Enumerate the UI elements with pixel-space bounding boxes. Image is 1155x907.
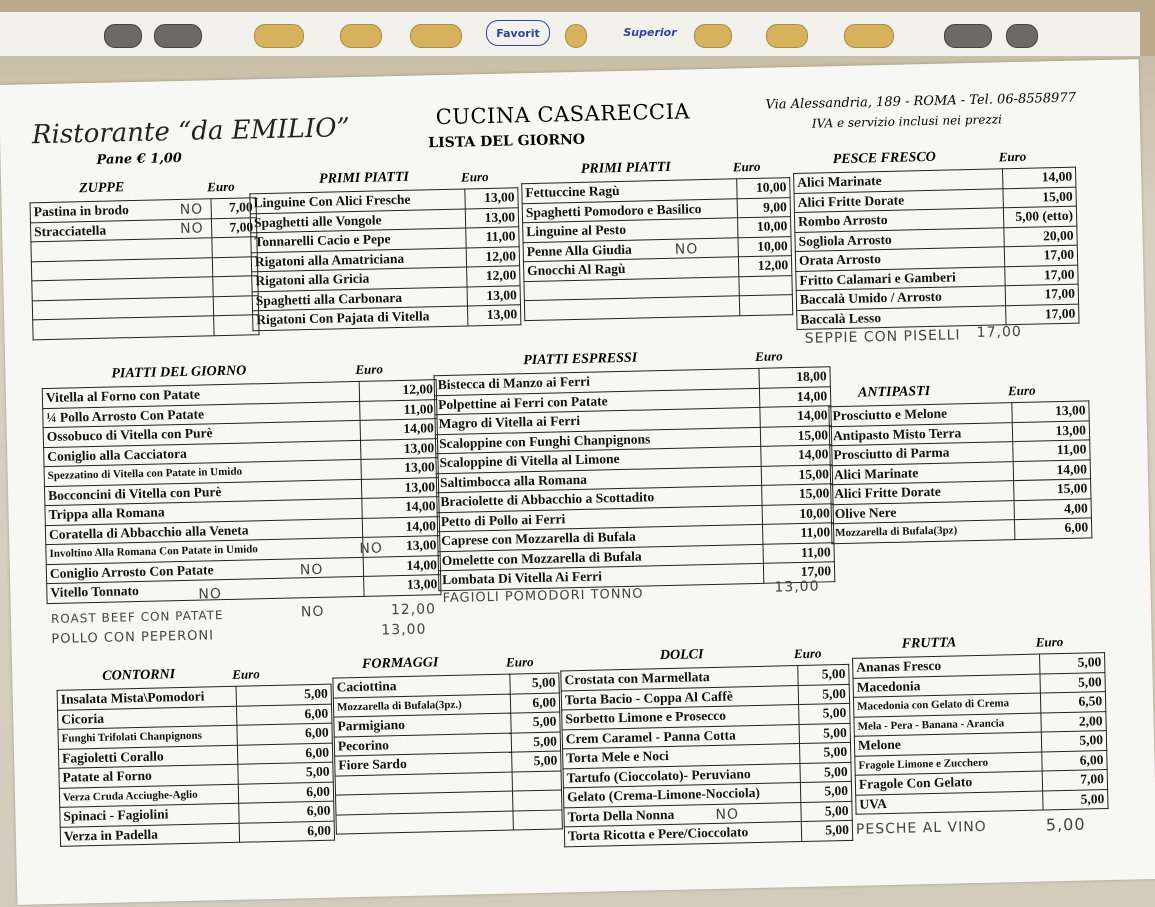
dish-name: Crostata con Marmellata	[561, 666, 798, 691]
dish-name: Insalata Mista\Pomodori	[57, 686, 236, 710]
dish-name: Omelette con Mozzarella di Bufala	[438, 544, 763, 571]
primi1-euro-heading: Euro	[460, 168, 489, 185]
frutta-euro-heading: Euro	[1035, 634, 1064, 650]
dish-price: 10,00	[738, 217, 791, 238]
dish-name	[33, 316, 214, 340]
dish-name: Coniglio alla Cacciatora	[44, 440, 361, 467]
dish-name: Spaghetti Pomodoro e Basilico	[522, 198, 737, 222]
dish-price: 5,00	[511, 712, 560, 733]
dish-price: 6,00	[237, 723, 332, 745]
dish-price: 5,00	[1041, 731, 1106, 752]
dish-name: Tartufo (Cioccolato)- Peruviano	[563, 763, 800, 788]
dish-price: 5,00	[798, 684, 849, 705]
dish-name: Alici Fritte Dorate	[794, 188, 1003, 212]
dish-name: Tonnarelli Cacio e Pepe	[251, 228, 466, 252]
dish-name: Vitella al Forno con Patate	[42, 381, 359, 408]
dish-price: 13,00	[1012, 401, 1089, 422]
dish-price: 6,00	[237, 743, 332, 765]
pesce-heading: PESCE FRESCO	[832, 149, 937, 168]
dish-name: Linguine al Pesto	[523, 218, 738, 242]
dish-price: 11,00	[466, 227, 519, 248]
dolci-heading: DOLCI	[659, 647, 704, 664]
handwritten-no: NO	[299, 561, 324, 579]
pesce-euro-heading: Euro	[998, 148, 1027, 165]
dish-name: Braciolette di Abbacchio a Scottadito	[437, 485, 762, 512]
dish-price	[512, 790, 561, 811]
handwritten-no: NO	[674, 241, 699, 258]
dish-name: Rigatoni alla Amatriciana	[251, 247, 466, 271]
dish-price: 7,00	[1042, 770, 1107, 791]
dish-name: Sorbetto Limone e Prosecco	[562, 705, 799, 730]
dish-price: 18,00	[759, 367, 830, 388]
dish-name: Spinaci - Fagiolini	[60, 803, 239, 827]
favorit-logo: Favorit	[486, 20, 550, 46]
dish-price: 5,00	[800, 781, 851, 802]
dish-price: 14,00	[362, 516, 439, 537]
dish-price: 17,00	[1004, 245, 1077, 266]
primi1-table	[249, 187, 521, 331]
dish-name: Trippa alla Romana	[45, 498, 362, 525]
primi1-heading: PRIMI PIATTI	[318, 169, 410, 187]
dish-price: 10,00	[737, 178, 790, 199]
dish-name: Mozzarella di Bufala(3pz.)	[333, 694, 510, 718]
dish-price: 5,00	[801, 801, 852, 822]
dish-name: Involtino Alla Romana Con Patate in Umido	[46, 537, 363, 564]
dish-price: 6,50	[1040, 692, 1105, 713]
dish-price: 13,00	[465, 188, 518, 209]
espressi-table	[434, 366, 836, 590]
punch-hole	[944, 24, 992, 48]
dish-price: 12,00	[466, 246, 519, 267]
antipasti-euro-heading: Euro	[1007, 382, 1036, 399]
punch-hole	[766, 24, 808, 48]
dish-price: 10,00	[738, 236, 791, 257]
dish-name: Antipasto Misto Terra	[829, 422, 1012, 446]
antipasti-heading: ANTIPASTI	[857, 383, 931, 401]
dish-name	[336, 811, 513, 835]
dish-price: 4,00	[1014, 498, 1091, 519]
dish-name: Spaghetti alle Vongole	[250, 208, 465, 232]
menu-sheet	[0, 59, 1155, 905]
dish-name: Lombata Di Vitella Ai Ferri	[438, 563, 763, 590]
dish-price: 6,00	[239, 821, 334, 843]
handwritten-price: 13,00	[381, 621, 427, 639]
dish-name: Macedonia con Gelato di Crema	[853, 693, 1040, 717]
dish-price: 15,00	[761, 464, 832, 485]
dish-price: 13,00	[360, 438, 437, 459]
dish-name: Rigatoni alla Gricia	[252, 267, 467, 291]
dish-name: Olive Nere	[831, 500, 1014, 524]
zuppe-euro-heading: Euro	[207, 178, 235, 195]
dish-name: Prosciutto e Melone	[829, 403, 1012, 427]
dish-name: Pastina in brodo	[30, 199, 211, 223]
pesce-table	[793, 167, 1079, 330]
dish-price: 12,00	[467, 266, 520, 287]
frutta-heading: FRUTTA	[901, 635, 957, 652]
punch-hole	[565, 24, 587, 48]
dish-name: Funghi Trifolati Chanpignons	[58, 725, 237, 749]
vat-note: IVA e servizio inclusi nei prezzi	[811, 112, 1002, 131]
dish-price: 7,00	[211, 217, 256, 238]
handwritten-no: NO	[715, 806, 740, 823]
dish-price: 5,00	[799, 723, 850, 744]
dish-price: 15,00	[762, 484, 833, 505]
dish-price	[739, 295, 792, 316]
dish-name: Alici Fritte Dorate	[831, 481, 1014, 505]
dish-price: 5,00	[1043, 789, 1108, 810]
antipasti-table	[828, 400, 1092, 543]
dish-price: 13,00	[361, 477, 438, 498]
dish-name: Coniglio Arrosto Con Patate	[46, 557, 363, 584]
dish-price: 17,00	[1005, 265, 1078, 286]
handwritten-price: 13,00	[774, 578, 820, 596]
handwritten-item: FAGIOLI POMODORI TONNO	[442, 586, 644, 607]
espressi-euro-heading: Euro	[755, 348, 783, 364]
dish-price: 5,00	[236, 684, 331, 706]
dish-name: Bistecca di Manzo ai Ferri	[434, 368, 759, 395]
dish-price: 6,00	[239, 801, 334, 823]
dish-name: Fettuccine Ragù	[522, 179, 737, 203]
zuppe-table	[30, 197, 260, 340]
dish-name: Torta Della Nonna	[564, 802, 801, 827]
dish-name: Gnocchi Al Ragù	[523, 257, 738, 281]
dish-price: 12,00	[359, 380, 436, 401]
dish-price: 13,00	[364, 575, 441, 596]
dish-price: 11,00	[763, 523, 834, 544]
dish-price	[739, 275, 792, 296]
dish-name: Alici Marinate	[830, 461, 1013, 485]
dish-price: 13,00	[1012, 420, 1089, 441]
dish-name: Fagioletti Corallo	[58, 745, 237, 769]
punch-hole	[340, 24, 382, 48]
dish-price: 12,00	[738, 256, 791, 277]
dish-name: Baccalà Umido / Arrosto	[796, 286, 1005, 310]
dish-price: 15,00	[760, 425, 831, 446]
dish-name: Stracciatella	[30, 218, 211, 242]
dish-name: Mozzarella di Bufala(3pz)	[832, 520, 1015, 544]
dish-name: Scaloppine di Vitella al Limone	[436, 446, 761, 473]
giorno-euro-heading: Euro	[355, 361, 384, 378]
dish-name: Saltimbocca alla Romana	[436, 466, 761, 493]
primi2-euro-heading: Euro	[732, 158, 761, 175]
dish-price: 5,00 (etto)	[1003, 206, 1076, 227]
dish-name: Scaloppine con Funghi Chanpignons	[435, 427, 760, 454]
handwritten-no: NO	[179, 201, 204, 218]
dish-name: Cicoria	[58, 706, 237, 730]
dish-price	[513, 809, 562, 830]
dish-price: 14,00	[761, 445, 832, 466]
handwritten-price: 5,00	[1045, 814, 1086, 835]
daily-list-label: LISTA DEL GIORNO	[428, 131, 586, 152]
dish-name: Crem Caramel - Panna Cotta	[562, 724, 799, 749]
dish-price: 10,00	[762, 503, 833, 524]
dish-name: Fritto Calamari e Gamberi	[796, 266, 1005, 290]
dish-price: 5,00	[798, 664, 849, 685]
punch-hole	[1006, 24, 1038, 48]
dish-name: Rombo Arrosto	[794, 208, 1003, 232]
dish-name: Patate al Forno	[59, 764, 238, 788]
punch-hole	[694, 24, 732, 48]
dish-name: Sogliola Arrosto	[795, 227, 1004, 251]
dish-name: Alici Marinate	[794, 169, 1003, 193]
handwritten-no: NO	[198, 586, 223, 603]
dish-price: 14,00	[1003, 167, 1076, 188]
dish-name: Fragole Limone e Zucchero	[855, 752, 1042, 776]
dish-name: Magro di Vitella ai Ferri	[435, 407, 760, 434]
dish-name	[524, 296, 739, 320]
handwritten-item: ROAST BEEF CON PATATE	[50, 608, 224, 626]
dish-price: 7,00	[211, 198, 256, 219]
dish-price: 6,00	[1014, 518, 1091, 539]
primi2-heading: PRIMI PIATTI	[580, 159, 671, 177]
dish-name: Gelato (Crema-Limone-Nocciola)	[563, 783, 800, 808]
dish-name: Torta Ricotta e Pere/Cioccolato	[564, 822, 801, 847]
dish-name: Verza in Padella	[60, 823, 239, 847]
dish-name: Fragole Con Gelato	[855, 771, 1042, 795]
giorno-heading: PIATTI DEL GIORNO	[111, 363, 247, 382]
dish-price: 5,00	[800, 762, 851, 783]
dish-name: UVA	[856, 791, 1043, 815]
dish-price: 6,00	[510, 692, 559, 713]
dish-name: Spaghetti alla Carbonara	[252, 286, 467, 310]
dish-price: 14,00	[360, 419, 437, 440]
dish-name: Bocconcini di Vitella con Purè	[44, 479, 361, 506]
primi2-table	[521, 177, 793, 321]
dish-price: 14,00	[759, 386, 830, 407]
dish-price: 5,00	[799, 742, 850, 763]
dish-price: 15,00	[1003, 187, 1076, 208]
dish-name: Prosciutto di Parma	[830, 442, 1013, 466]
dish-price: 11,00	[763, 542, 834, 563]
bread-price: Pane € 1,00	[96, 150, 183, 168]
punch-hole	[844, 24, 894, 48]
handwritten-no: NO	[300, 603, 325, 621]
dish-name: Rigatoni Con Pajata di Vitella	[253, 306, 468, 330]
dish-name: Orata Arrosto	[795, 247, 1004, 271]
dish-name: Penne Alla Giudia	[523, 237, 738, 261]
dish-price: 5,00	[799, 703, 850, 724]
dish-price	[512, 770, 561, 791]
dish-name: Spezzatino di Vitella con Patate in Umido	[44, 459, 361, 486]
dish-name: Vitello Tonnato	[47, 576, 364, 603]
dish-price: 6,00	[238, 782, 333, 804]
giorno-table	[42, 379, 442, 603]
dish-price: 6,00	[1042, 750, 1107, 771]
dish-name: Ossobuco di Vitella con Purè	[43, 420, 360, 447]
dish-name: Caprese con Mozzarella di Bufala	[438, 524, 763, 551]
dish-name: Ananas Fresco	[853, 654, 1040, 678]
dish-price: 5,00	[1040, 653, 1105, 674]
handwritten-price: 17,00	[976, 323, 1022, 341]
dish-price: 20,00	[1004, 226, 1077, 247]
dish-name: Torta Bacio - Coppa Al Caffè	[561, 685, 798, 710]
handwritten-no: NO	[179, 220, 204, 237]
handwritten-item: POLLO CON PEPERONI	[51, 628, 215, 647]
dish-name: Coratella di Abbacchio alla Veneta	[45, 518, 362, 545]
dish-price: 17,00	[763, 562, 834, 583]
dish-price: 13,00	[363, 536, 440, 557]
contorni-table	[57, 684, 335, 847]
dish-price: 13,00	[361, 458, 438, 479]
dolci-table	[560, 664, 853, 847]
dish-price: 13,00	[465, 207, 518, 228]
dish-name: Petto di Pollo ai Ferri	[437, 505, 762, 532]
dish-price: 14,00	[1013, 459, 1090, 480]
dish-price: 14,00	[363, 555, 440, 576]
handwritten-item: PESCHE AL VINO	[855, 818, 987, 838]
dish-price: 15,00	[1014, 479, 1091, 500]
restaurant-title: Ristorante “da EMILIO”	[31, 113, 351, 151]
dish-name: Caciottina	[333, 674, 510, 698]
formaggi-table	[332, 672, 563, 834]
contorni-heading: CONTORNI	[102, 667, 176, 684]
dish-name: Melone	[854, 732, 1041, 756]
dish-name: Torta Mele e Noci	[563, 744, 800, 769]
dish-price: 5,00	[510, 673, 559, 694]
dish-name: Parmigiano	[334, 713, 511, 737]
handwritten-item: SEPPIE CON PISELLI	[804, 327, 961, 347]
handwritten-price: 12,00	[390, 601, 437, 619]
formaggi-euro-heading: Euro	[505, 654, 534, 670]
punch-hole	[104, 24, 142, 48]
dish-price: 6,00	[236, 704, 331, 726]
punch-hole	[154, 24, 202, 48]
zuppe-heading: ZUPPE	[79, 180, 125, 197]
dish-name: Fiore Sardo	[335, 752, 512, 776]
dish-name: Verza Cruda Acciughe-Aglio	[59, 784, 238, 808]
dish-price: 11,00	[1013, 440, 1090, 461]
frutta-table	[852, 652, 1108, 815]
dish-price: 13,00	[467, 305, 520, 326]
handwritten-no: NO	[359, 540, 384, 557]
dish-price: 17,00	[1006, 304, 1079, 325]
dish-name: Baccalà Lesso	[797, 305, 1006, 329]
dish-price: 5,00	[801, 820, 852, 841]
punch-hole	[254, 24, 304, 48]
menu-row	[33, 315, 259, 340]
contorni-euro-heading: Euro	[232, 666, 260, 682]
dish-price: 2,00	[1041, 711, 1106, 732]
menu-row	[336, 809, 562, 834]
dish-price: 5,00	[511, 731, 560, 752]
address: Via Alessandria, 189 - ROMA - Tel. 06-8558977	[765, 90, 1077, 113]
dish-price: 5,00	[512, 751, 561, 772]
dish-price: 14,00	[760, 406, 831, 427]
dish-price: 17,00	[1005, 284, 1078, 305]
cuisine-label: CUCINA CASARECCIA	[435, 99, 691, 130]
dish-price: 5,00	[1040, 672, 1105, 693]
dish-price: 11,00	[360, 399, 437, 420]
espressi-heading: PIATTI ESPRESSI	[523, 350, 638, 369]
dish-name: Linguine Con Alici Fresche	[250, 189, 465, 213]
dish-price: 5,00	[238, 762, 333, 784]
formaggi-heading: FORMAGGI	[361, 655, 439, 672]
dish-name: Polpettine ai Ferri con Patate	[434, 388, 759, 415]
dish-name: Mela - Pera - Banana - Arancia	[854, 713, 1041, 737]
dish-name: ¼ Pollo Arrosto Con Patate	[43, 401, 360, 428]
dish-price: 13,00	[467, 285, 520, 306]
dolci-euro-heading: Euro	[793, 645, 822, 662]
punch-hole	[410, 24, 462, 48]
dish-name: Pecorino	[334, 733, 511, 757]
superior-logo: Superior	[623, 25, 677, 39]
dish-price: 9,00	[737, 197, 790, 218]
dish-name: Macedonia	[853, 674, 1040, 698]
dish-price: 14,00	[362, 497, 439, 518]
